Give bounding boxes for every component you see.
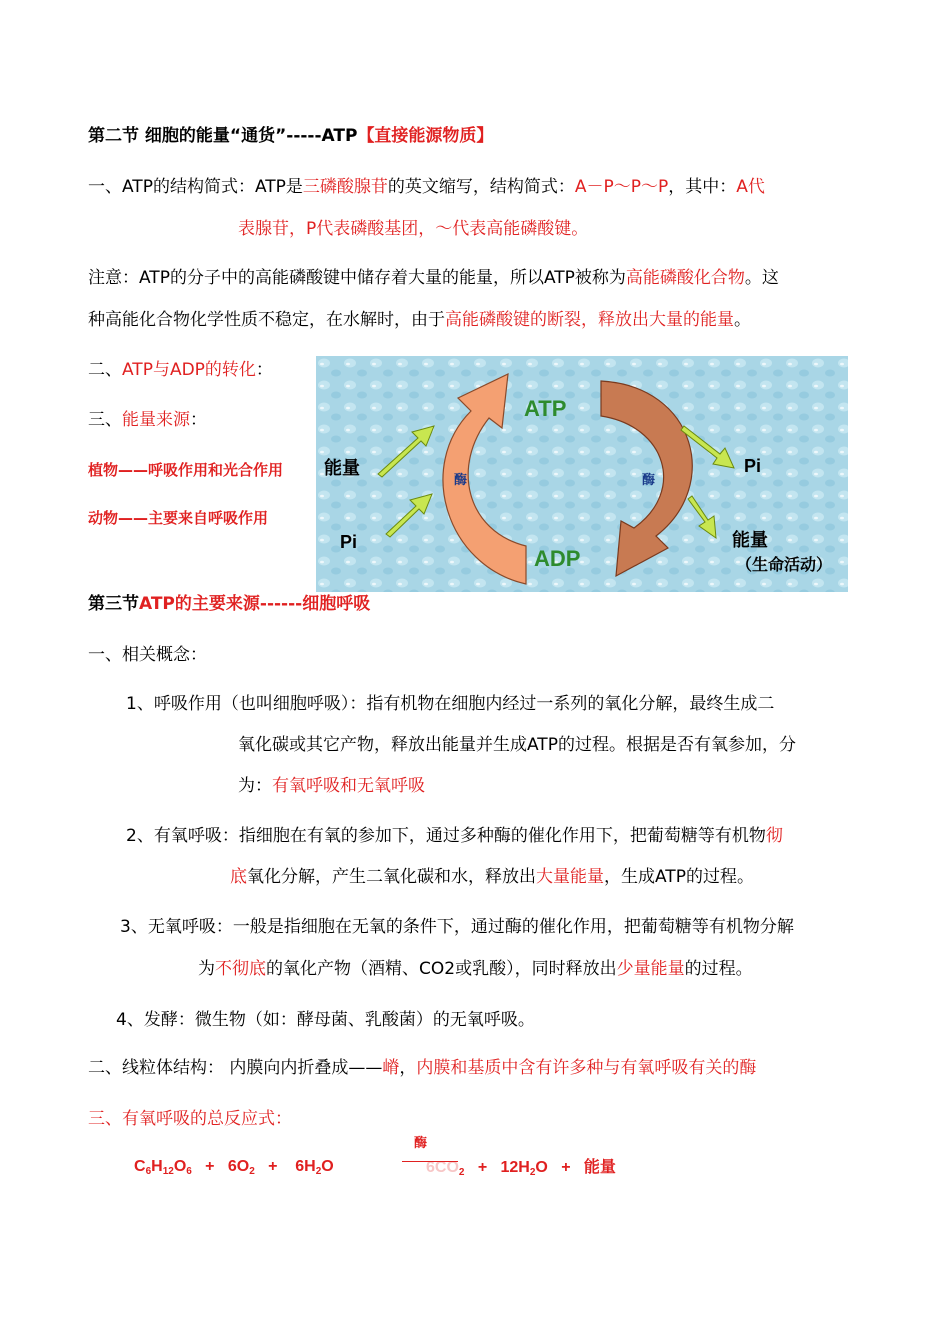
- text: 6H: [295, 1158, 316, 1175]
- text: 三、: [88, 410, 122, 430]
- text: 。这: [744, 268, 779, 288]
- aerobic-def-line1: [126, 824, 783, 848]
- energy-in-label: 能量: [324, 458, 360, 479]
- atp-structure-line2: 表腺苷，P代表磷酸基团，～代表高能磷酸键。: [238, 219, 589, 239]
- pi-in-label: Pi: [340, 532, 358, 552]
- text-highlight: 少量能量: [616, 959, 685, 979]
- pi-out-label: Pi: [744, 456, 762, 476]
- text: 6: [145, 1166, 152, 1177]
- text: 6: [186, 1166, 192, 1177]
- text: 为: [198, 959, 215, 979]
- text: 2: [249, 1166, 255, 1177]
- aerobic-def-line2: [230, 865, 754, 889]
- text: ：: [255, 360, 273, 380]
- text-highlight: 高能磷酸化合物: [625, 268, 745, 288]
- text-highlight: 嵴: [382, 1058, 400, 1078]
- section3-title-highlight: ATP的主要来源------细胞呼吸: [139, 594, 371, 614]
- text-highlight: 大量能量: [536, 867, 604, 887]
- equation-heading: 三、有氧呼吸的总反应式：: [88, 1109, 292, 1129]
- text-highlight: 有氧呼吸和无氧呼吸: [272, 776, 425, 796]
- atp-label: ATP: [524, 396, 567, 421]
- mitochondria-structure: [88, 1056, 756, 1080]
- section2-title: [88, 124, 493, 148]
- text: 12: [162, 1166, 174, 1177]
- text-highlight: 彻: [765, 826, 783, 846]
- text: 二、: [88, 360, 122, 380]
- text: 12H: [500, 1159, 530, 1176]
- text: 2、有氧呼吸：指细胞在有氧的参加下，通过多种酶的催化作用下，把葡萄糖等有机物: [126, 826, 766, 846]
- section3-title-main: 第三节: [88, 594, 139, 614]
- text: 种高能化合物化学性质不稳定，在水解时，由于: [88, 310, 445, 330]
- respiration-def-line1: 1、呼吸作用（也叫细胞呼吸）：指有机物在细胞内经过一系列的氧化分解，最终生成二: [126, 694, 775, 714]
- energy-out-label: 能量: [732, 530, 768, 551]
- text: ，: [399, 1058, 417, 1078]
- section3-title: [88, 592, 370, 616]
- respiration-def-line3: [238, 774, 425, 798]
- text-highlight: 高能磷酸键的断裂，释放出大量的能量: [445, 310, 734, 330]
- cycle-svg: [316, 356, 848, 592]
- atp-structure-line1: [88, 175, 765, 199]
- text: 。: [734, 310, 751, 330]
- equation-left-side: [134, 1155, 334, 1184]
- text: 的氧化产物（酒精、CO2或乳酸），同时释放出: [266, 959, 617, 979]
- adp-label: ADP: [534, 546, 581, 571]
- text-highlight: 不彻底: [215, 959, 266, 979]
- text: ，其中：: [668, 177, 737, 197]
- text: ，生成ATP的过程。: [604, 867, 754, 887]
- enzyme-right-label: 酶: [642, 473, 656, 488]
- text-highlight: 内膜和基质中含有许多种与有氧呼吸有关的酶: [416, 1058, 757, 1078]
- text: 的英文缩写，结构简式：: [387, 177, 575, 197]
- section2-title-highlight: 【直接能源物质】: [357, 126, 494, 146]
- concepts-heading: 一、相关概念：: [88, 645, 207, 665]
- text: +: [205, 1158, 215, 1175]
- atp-adp-heading: [88, 358, 273, 382]
- energy-source-heading: [88, 408, 207, 432]
- text: ：: [190, 410, 207, 430]
- equation-right-side: [426, 1155, 616, 1185]
- text: 二、线粒体结构： 内膜向内折叠成——: [88, 1058, 383, 1078]
- text: 的过程。: [684, 959, 753, 979]
- text: 6CO: [426, 1159, 459, 1176]
- text: O: [535, 1159, 548, 1176]
- animals-energy: 动物——主要来自呼吸作用: [88, 509, 269, 527]
- text: 能量: [583, 1157, 616, 1176]
- text-highlight: ATP与ADP的转化: [122, 360, 256, 380]
- text: 为：: [238, 776, 272, 796]
- text: O: [321, 1158, 334, 1175]
- text: 2: [315, 1166, 322, 1177]
- text: O: [173, 1158, 187, 1175]
- anaerobic-def-line1: 3、无氧呼吸：一般是指细胞在无氧的条件下，通过酶的催化作用，把葡萄糖等有机物分解: [120, 917, 794, 937]
- text: H: [151, 1158, 163, 1175]
- text: +: [561, 1159, 571, 1176]
- anaerobic-def-line2: [198, 957, 753, 981]
- text: 氧化分解，产生二氧化碳和水，释放出: [247, 867, 536, 887]
- note-line1: [88, 266, 779, 290]
- text: +: [477, 1159, 488, 1176]
- enzyme-left-label: 酶: [454, 473, 468, 488]
- text: 6O: [227, 1158, 250, 1175]
- atp-fullname: 三磷酸腺苷: [302, 177, 388, 197]
- equation-enzyme: 酶: [414, 1136, 428, 1151]
- fermentation-def: 4、发酵：微生物（如：酵母菌、乳酸菌）的无氧呼吸。: [116, 1010, 535, 1030]
- atp-formula: A－P～P～P: [574, 177, 669, 197]
- text: +: [268, 1158, 278, 1175]
- note-line2: [88, 308, 751, 332]
- text: C: [134, 1158, 146, 1175]
- text: 2: [529, 1167, 536, 1178]
- text-highlight: 底: [230, 867, 247, 887]
- text-highlight: A代: [736, 177, 765, 197]
- text-highlight: 能量来源: [122, 410, 190, 430]
- plants-energy: 植物——呼吸作用和光合作用: [88, 461, 284, 479]
- atp-adp-cycle-diagram: [316, 356, 848, 592]
- respiration-def-line2: 氧化碳或其它产物，释放出能量并生成ATP的过程。根据是否有氧参加，分: [238, 735, 796, 755]
- life-activity-label: （生命活动）: [736, 555, 833, 574]
- text: 一、ATP的结构简式：ATP是: [88, 177, 303, 197]
- text: 注意：ATP的分子中的高能磷酸键中储存着大量的能量，所以ATP被称为: [88, 268, 626, 288]
- text: 2: [458, 1167, 465, 1178]
- section2-title-main: 第二节 细胞的能量“通货”-----ATP: [88, 126, 358, 146]
